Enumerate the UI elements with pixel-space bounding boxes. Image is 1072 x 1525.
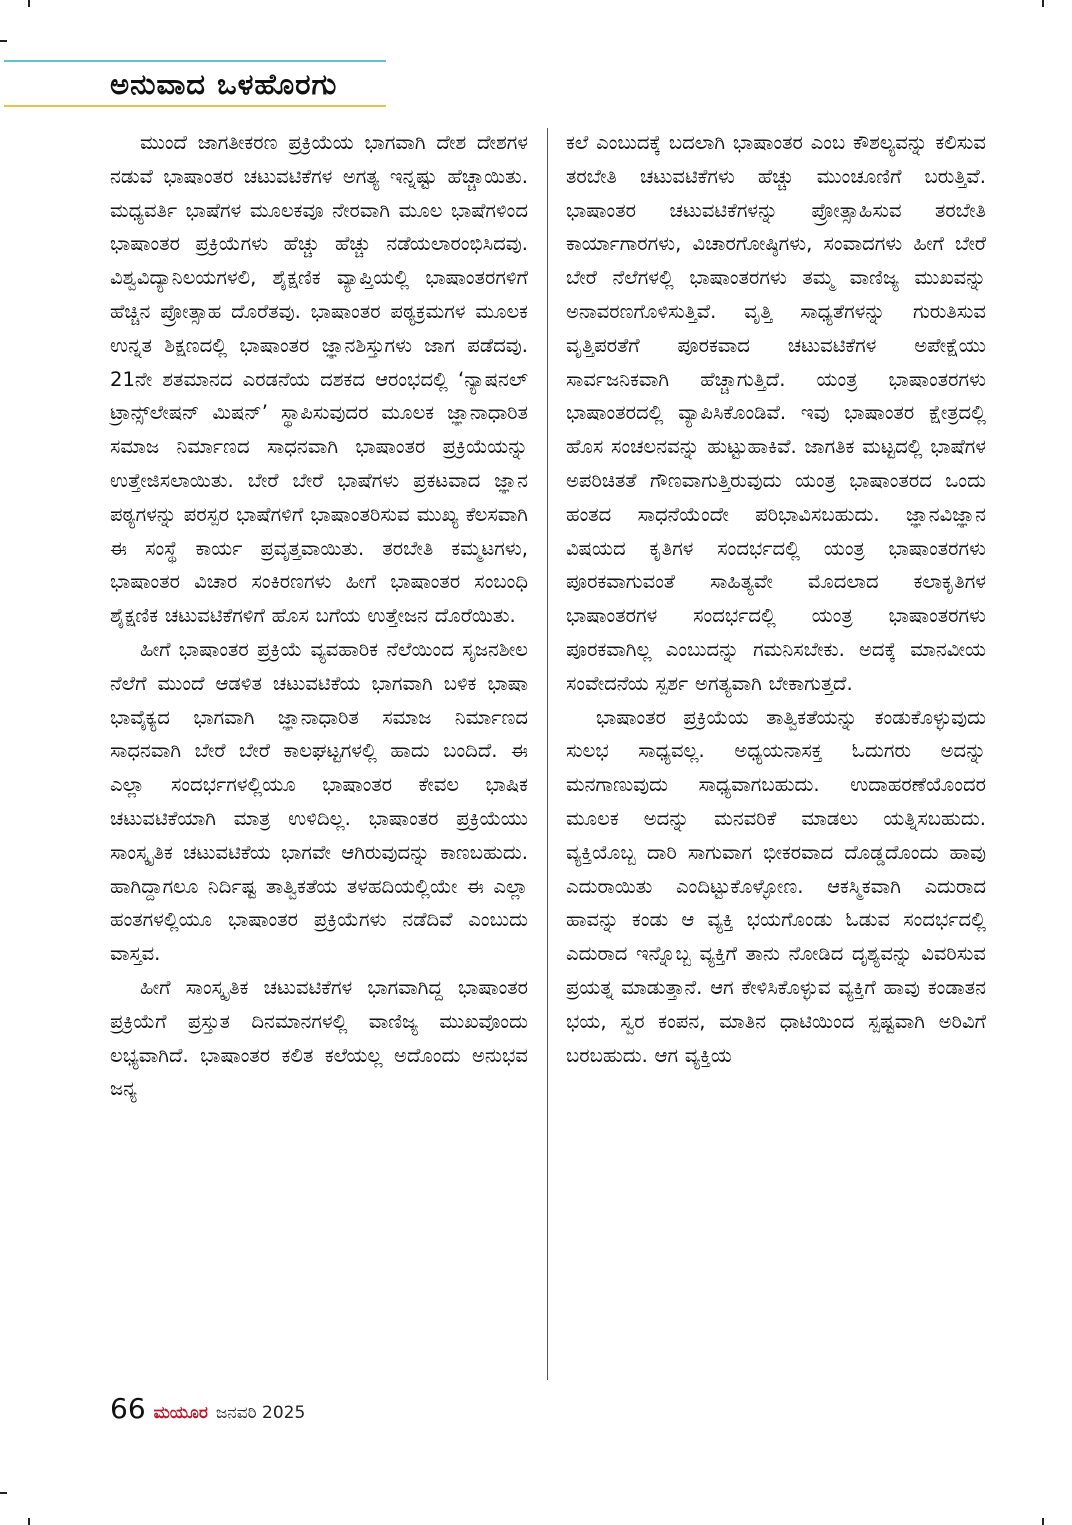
crop-mark (0, 1492, 7, 1494)
page-footer (110, 1392, 305, 1428)
paragraph: ಹೀಗೆ ಸಾಂಸ್ಕೃತಿಕ ಚಟುವಟಿಕೆಗಳ ಭಾಗವಾಗಿದ್ದ ಭಾಷಾಂತರ ಪ್ರಕ್ರಿಯೆಗೆ ಪ್ರಸ್ತುತ ದಿನಮಾನಗಳಲ್ಲಿ ವಾಣಿಜ್ಯ ಮುಖವೊಂದು ಲಭ್ಯವಾಗಿದೆ. ಭಾಷಾಂತರ ಕಲಿತ ಕಲೆಯಲ್ಲ ಅದೊಂದು ಅನುಭವ ಜನ್ಯ (110, 975, 528, 1101)
paragraph: ಕಲೆ ಎಂಬುದಕ್ಕೆ ಬದಲಾಗಿ ಭಾಷಾಂತರ ಎಂಬ ಕೌಶಲ್ಯವನ್ನು ಕಲಿಸುವ ತರಬೇತಿ ಚಟುವಟಿಕೆಗಳು ಹೆಚ್ಚು ಮುಂಚೂಣಿಗೆ ಬರುತ್ತಿವೆ. ಭಾಷಾಂತರ ಚಟುವಟಿಕೆಗಳನ್ನು ಪ್ರೋತ್ಸಾಹಿಸುವ ತರಬೇತಿ ಕಾರ್ಯಾಗಾರಗಳು, ವಿಚಾರಗೋಷ್ಠಿಗಳು, ಸಂವಾದಗಳು ಹೀಗೆ ಬೇರೆ ಬೇರೆ ನೆಲೆಗಳಲ್ಲಿ ಭಾಷಾಂತರಗಳು ತಮ್ಮ ವಾಣಿಜ್ಯ ಮುಖವನ್ನು ಅನಾವರಣಗೊಳಿಸುತ್ತಿವೆ. ವೃತ್ತಿ ಸಾಧ್ಯತೆಗಳನ್ನು ಗುರುತಿಸುವ ವೃತ್ತಿಪರತೆಗೆ ಪೂರಕವಾದ ಚಟುವಟಿಕೆಗಳ ಅಪೇಕ್ಷೆಯು ಸಾರ್ವಜನಿಕವಾಗಿ ಹೆಚ್ಚಾಗುತ್ತಿದೆ. ಯಂತ್ರ ಭಾಷಾಂತರಗಳು ಭಾಷಾಂತರದಲ್ಲಿ ವ್ಯಾಪಿಸಿಕೊಂಡಿವೆ. ಇವು ಭಾಷಾಂತರ ಕ್ಷೇತ್ರದಲ್ಲಿ ಹೊಸ ಸಂಚಲನವನ್ನು ಹುಟ್ಟುಹಾಕಿವೆ. ಜಾಗತಿಕ ಮಟ್ಟದಲ್ಲಿ ಭಾಷೆಗಳ ಅಪರಿಚಿತತೆ ಗೌಣವಾಗುತ್ತಿರುವುದು ಯಂತ್ರ ಭಾಷಾಂತರದ ಒಂದು ಹಂತದ ಸಾಧನೆಯೆಂದೇ ಪರಿಭಾವಿಸಬಹುದು. ಜ್ಞಾನವಿಜ್ಞಾನ ವಿಷಯದ ಕೃತಿಗಳ ಸಂದರ್ಭದಲ್ಲಿ ಯಂತ್ರ ಭಾಷಾಂತರಗಳು ಪೂರಕವಾಗುವಂತೆ ಸಾಹಿತ್ಯವೇ ಮೊದಲಾದ ಕಲಾಕೃತಿಗಳ ಭಾಷಾಂತರಗಳ ಸಂದರ್ಭದಲ್ಲಿ ಯಂತ್ರ ಭಾಷಾಂತರಗಳು ಪೂರಕವಾಗಿಲ್ಲ ಎಂಬುದನ್ನು ಗಮನಿಸಬೇಕು. ಅದಕ್ಕೆ ಮಾನವೀಯ ಸಂವೇದನೆಯ ಸ್ಪರ್ಶ ಅಗತ್ಯವಾಗಿ ಬೇಕಾಗುತ್ತದೆ. (566, 131, 986, 695)
column-divider (547, 128, 548, 1380)
magazine-name: ಮಯೂರ (153, 1403, 208, 1423)
header-bottom-rule (4, 105, 386, 107)
crop-mark (0, 40, 7, 42)
issue-date: ಜನವರಿ 2025 (215, 1403, 306, 1423)
right-column (566, 126, 986, 1072)
paragraph: ಮುಂದೆ ಜಾಗತೀಕರಣ ಪ್ರಕ್ರಿಯೆಯ ಭಾಗವಾಗಿ ದೇಶ ದೇಶಗಳ ನಡುವೆ ಭಾಷಾಂತರ ಚಟುವಟಿಕೆಗಳ ಅಗತ್ಯ ಇನ್ನಷ್ಟು ಹೆಚ್ಚಾಯಿತು. ಮಧ್ಯವರ್ತಿ ಭಾಷೆಗಳ ಮೂಲಕವೂ ನೇರವಾಗಿ ಮೂಲ ಭಾಷೆಗಳಿಂದ ಭಾಷಾಂತರ ಪ್ರಕ್ರಿಯೆಗಳು ಹೆಚ್ಚು ಹೆಚ್ಚು ನಡೆಯಲಾರಂಭಿಸಿದವು. ವಿಶ್ವವಿದ್ಯಾನಿಲಯಗಳಲಿ, ಶೈಕ್ಷಣಿಕ ವ್ಯಾಪ್ತಿಯಲ್ಲಿ ಭಾಷಾಂತರಗಳಿಗೆ ಹೆಚ್ಚಿನ ಪ್ರೋತ್ಸಾಹ ದೊರೆತವು. ಭಾಷಾಂತರ ಪಠ್ಯಕ್ರಮಗಳ ಮೂಲಕ ಉನ್ನತ ಶಿಕ್ಷಣದಲ್ಲಿ ಭಾಷಾಂತರ ಜ್ಞಾನಶಿಸ್ತುಗಳು ಜಾಗ ಪಡೆದವು. 21ನೇ ಶತಮಾನದ ಎರಡನೆಯ ದಶಕದ ಆರಂಭದಲ್ಲಿ ‘ನ್ಯಾಷನಲ್ ಟ್ರಾನ್ಸ್‌ಲೇಷನ್ ಮಿಷನ್’ ಸ್ಥಾಪಿಸುವುದರ ಮೂಲಕ ಜ್ಞಾನಾಧಾರಿತ ಸಮಾಜ ನಿರ್ಮಾಣದ ಸಾಧನವಾಗಿ ಭಾಷಾಂತರ ಪ್ರಕ್ರಿಯೆಯನ್ನು ಉತ್ತೇಜಿಸಲಾಯಿತು. ಬೇರೆ ಬೇರೆ ಭಾಷೆಗಳು ಪ್ರಕಟವಾದ ಜ್ಞಾನ ಪಠ್ಯಗಳನ್ನು ಪರಸ್ಪರ ಭಾಷೆಗಳಿಗೆ ಭಾಷಾಂತರಿಸುವ ಮುಖ್ಯ ಕೆಲಸವಾಗಿ ಈ ಸಂಸ್ಥೆ ಕಾರ್ಯ ಪ್ರವೃತ್ತವಾಯಿತು. ತರಬೇತಿ ಕಮ್ಮಟಗಳು, ಭಾಷಾಂತರ ವಿಚಾರ ಸಂಕಿರಣಗಳು ಹೀಗೆ ಭಾಷಾಂತರ ಸಂಬಂಧಿ ಶೈಕ್ಷಣಿಕ ಚಟುವಟಿಕೆಗಳಿಗೆ ಹೊಸ ಬಗೆಯ ಉತ್ತೇಜನ ದೊರೆಯಿತು. (110, 131, 528, 628)
header-top-rule (4, 60, 386, 62)
paragraph: ಹೀಗೆ ಭಾಷಾಂತರ ಪ್ರಕ್ರಿಯೆ ವ್ಯವಹಾರಿಕ ನೆಲೆಯಿಂದ ಸೃಜನಶೀಲ ನೆಲೆಗೆ ಮುಂದೆ ಆಡಳಿತ ಚಟುವಟಿಕೆಯ ಭಾಗವಾಗಿ ಬಳಿಕ ಭಾಷಾ ಭಾವೈಕ್ಯದ ಭಾಗವಾಗಿ ಜ್ಞಾನಾಧಾರಿತ ಸಮಾಜ ನಿರ್ಮಾಣದ ಸಾಧನವಾಗಿ ಬೇರೆ ಬೇರೆ ಕಾಲಘಟ್ಟಗಳಲ್ಲಿ ಹಾದು ಬಂದಿದೆ. ಈ ಎಲ್ಲಾ ಸಂದರ್ಭಗಳಲ್ಲಿಯೂ ಭಾಷಾಂತರ ಕೇವಲ ಭಾಷಿಕ ಚಟುವಟಿಕೆಯಾಗಿ ಮಾತ್ರ ಉಳಿದಿಲ್ಲ. ಭಾಷಾಂತರ ಪ್ರಕ್ರಿಯೆಯು ಸಾಂಸ್ಕೃತಿಕ ಚಟುವಟಿಕೆಯ ಭಾಗವೇ ಆಗಿರುವುದನ್ನು ಕಾಣಬಹುದು. ಹಾಗಿದ್ದಾಗಲೂ ನಿರ್ದಿಷ್ಟ ತಾತ್ವಿಕತೆಯ ತಳಹದಿಯಲ್ಲಿಯೇ ಈ ಎಲ್ಲಾ ಹಂತಗಳಲ್ಲಿಯೂ ಭಾಷಾಂತರ ಪ್ರಕ್ರಿಯೆಗಳು ನಡೆದಿವೆ ಎಂಬುದು ವಾಸ್ತವ. (110, 637, 528, 966)
section-title: ಅನುವಾದ ಒಳಹೊರಗು (110, 67, 338, 101)
left-column (110, 126, 528, 1106)
crop-mark (28, 0, 30, 7)
crop-mark (28, 1518, 30, 1525)
crop-mark (1042, 1518, 1044, 1525)
crop-mark (1042, 0, 1044, 7)
page-number: 66 (110, 1392, 146, 1425)
paragraph: ಭಾಷಾಂತರ ಪ್ರಕ್ರಿಯೆಯ ತಾತ್ವಿಕತೆಯನ್ನು ಕಂಡುಕೊಳ್ಳುವುದು ಸುಲಭ ಸಾಧ್ಯವಲ್ಲ. ಅಧ್ಯಯನಾಸಕ್ತ ಓದುಗರು ಅದನ್ನು ಮನಗಾಣುವುದು ಸಾಧ್ಯವಾಗಬಹುದು. ಉದಾಹರಣೆಯೊಂದರ ಮೂಲಕ ಅದನ್ನು ಮನವರಿಕೆ ಮಾಡಲು ಯತ್ನಿಸಬಹುದು. ವ್ಯಕ್ತಿಯೊಬ್ಬ ದಾರಿ ಸಾಗುವಾಗ ಭೀಕರವಾದ ದೊಡ್ಡದೊಂದು ಹಾವು ಎದುರಾಯಿತು ಎಂದಿಟ್ಟುಕೊಳ್ಳೋಣ. ಆಕಸ್ಮಿಕವಾಗಿ ಎದುರಾದ ಹಾವನ್ನು ಕಂಡು ಆ ವ್ಯಕ್ತಿ ಭಯಗೊಂಡು ಓಡುವ ಸಂದರ್ಭದಲ್ಲಿ ಎದುರಾದ ಇನ್ನೊಬ್ಬ ವ್ಯಕ್ತಿಗೆ ತಾನು ನೋಡಿದ ದೃಶ್ಯವನ್ನು ವಿವರಿಸುವ ಪ್ರಯತ್ನ ಮಾಡುತ್ತಾನೆ. ಆಗ ಕೇಳಿಸಿಕೊಳ್ಳುವ ವ್ಯಕ್ತಿಗೆ ಹಾವು ಕಂಡಾತನ ಭಯ, ಸ್ವರ ಕಂಪನ, ಮಾತಿನ ಧಾಟಿಯಿಂದ ಸ್ಪಷ್ಟವಾಗಿ ಅರಿವಿಗೆ ಬರಬಹುದು. ಆಗ ವ್ಯಕ್ತಿಯ (566, 705, 986, 1067)
